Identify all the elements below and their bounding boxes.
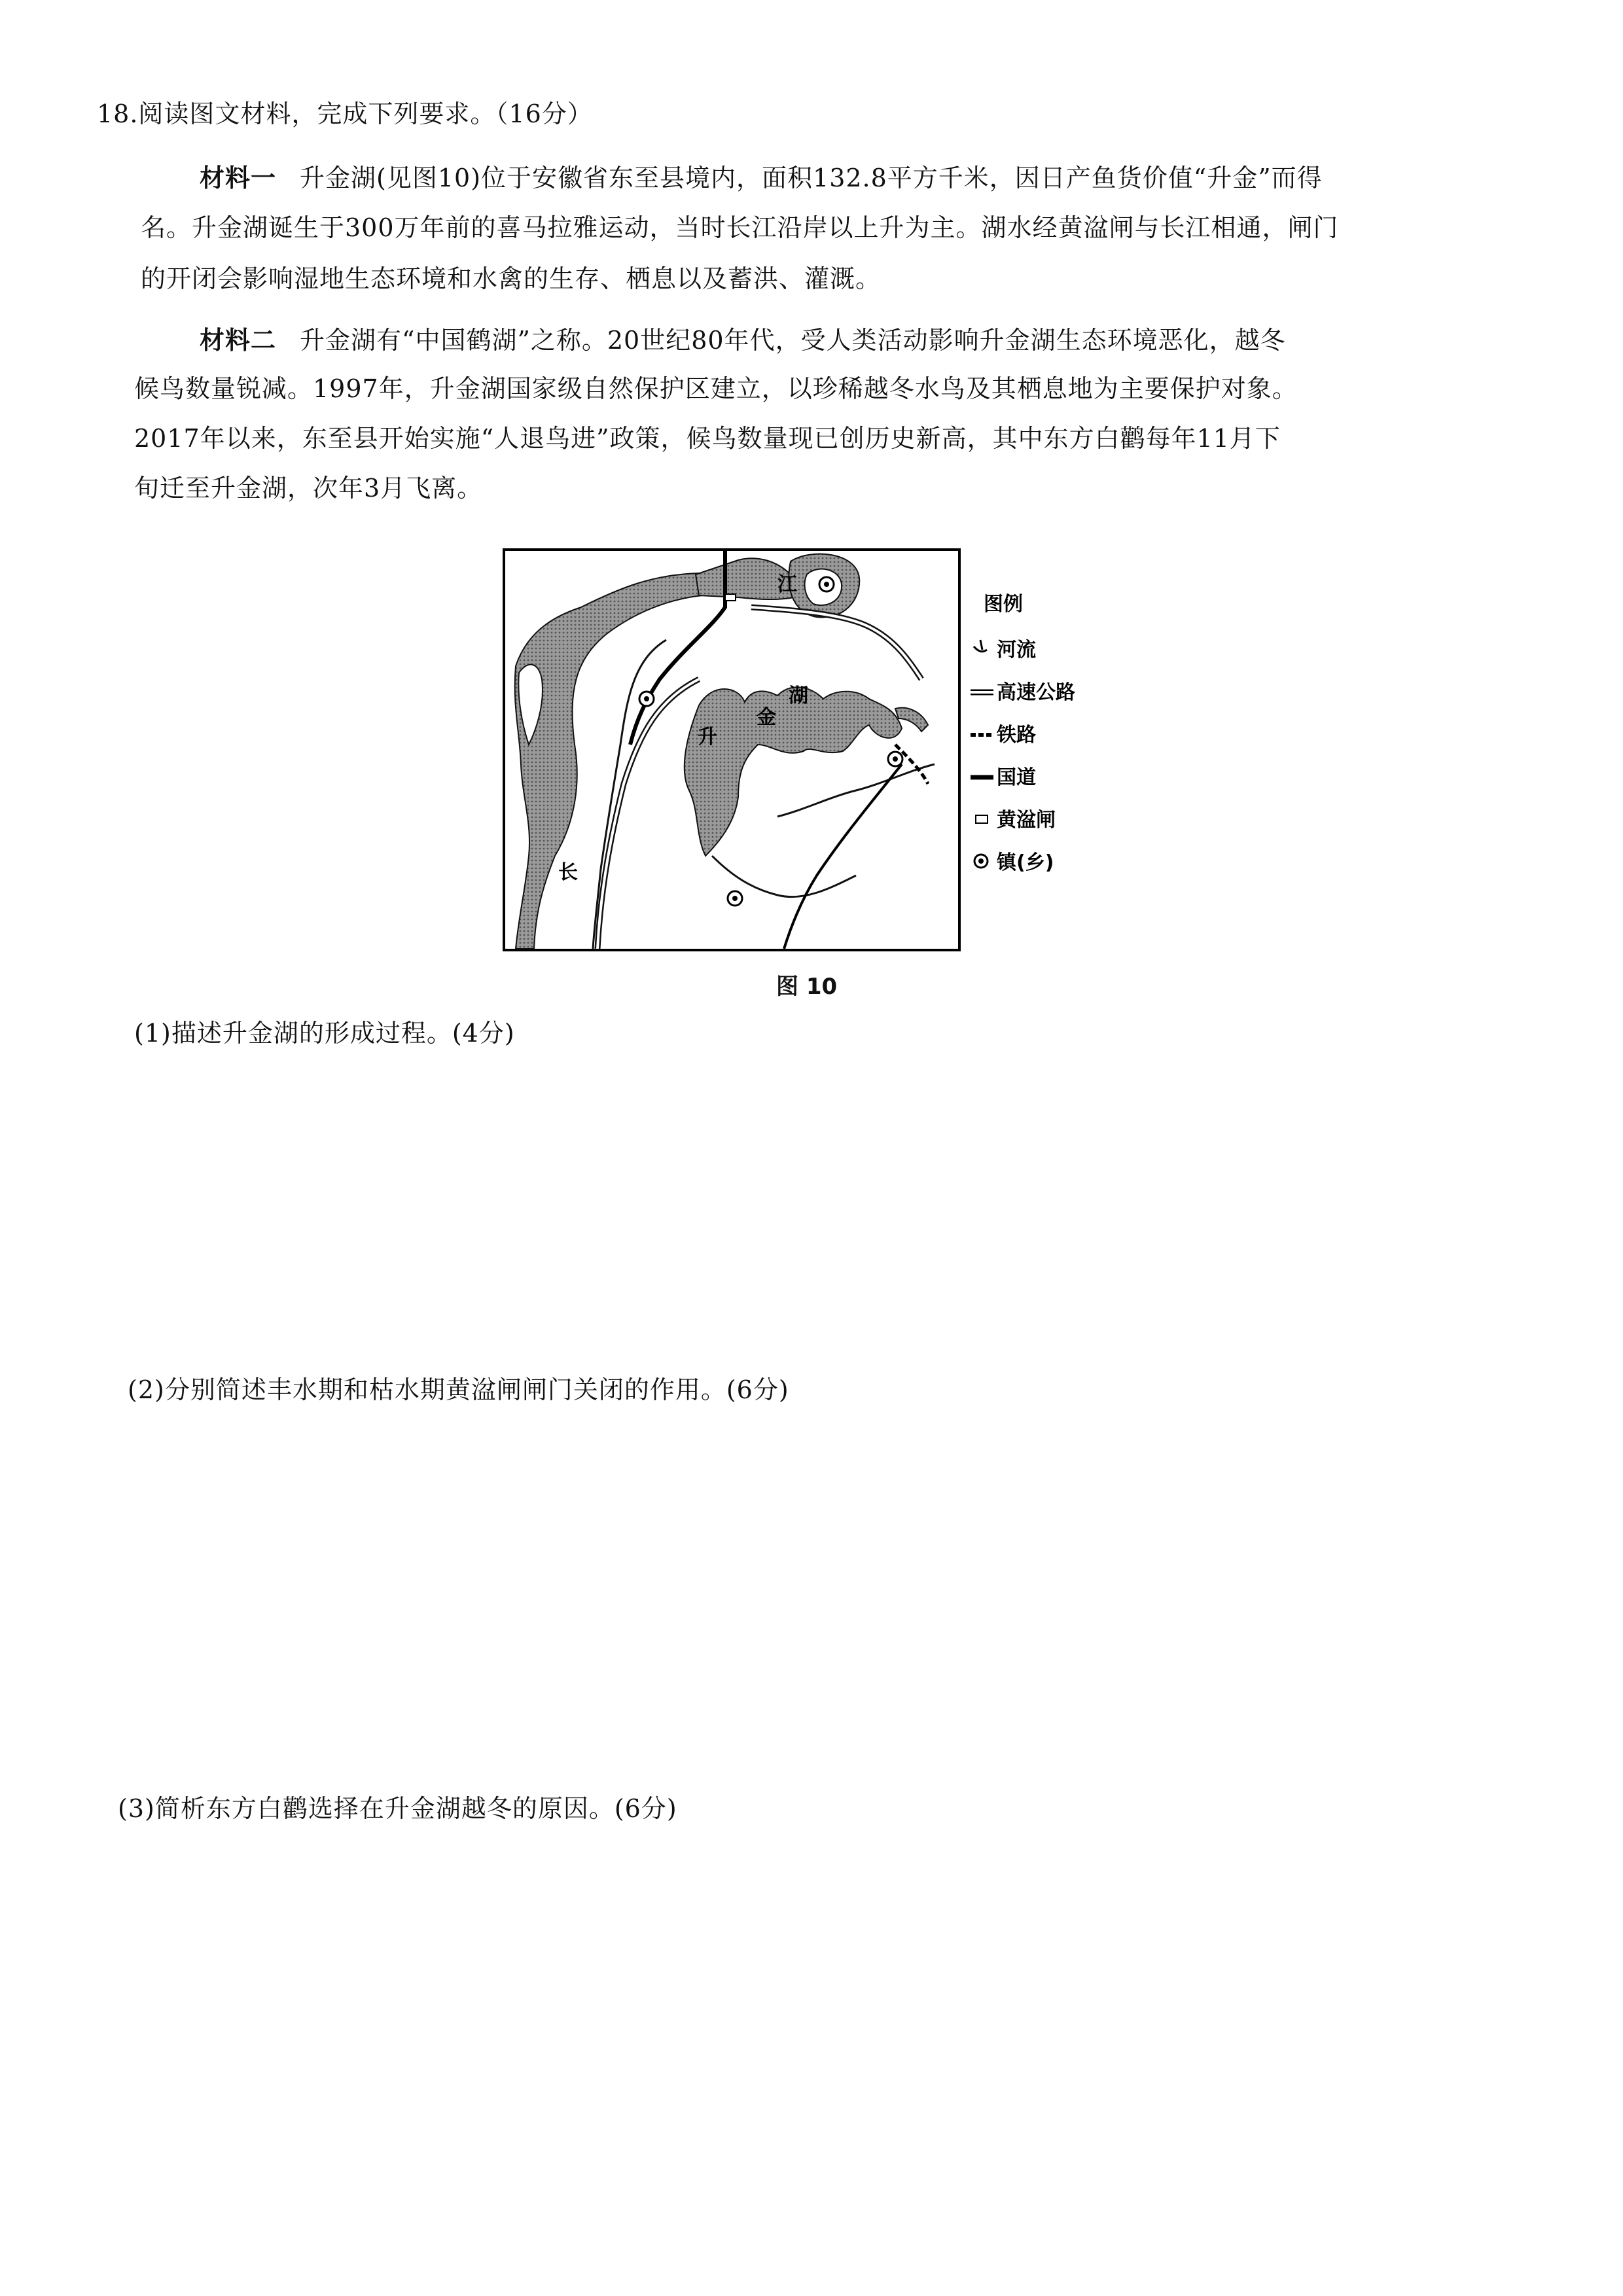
legend-river <box>974 639 1036 662</box>
sub-question-1: (1)描述升金湖的形成过程。(4分) <box>134 1019 515 1048</box>
material1-text-1: 升金湖(见图10)位于安徽省东至县境内，面积132.8平方千米，因日产鱼货价值“升金”而得 <box>300 164 1323 192</box>
town-marker-3 <box>888 752 902 766</box>
label-hu: 湖 <box>789 684 808 707</box>
material1-line-2: 名。升金湖诞生于300万年前的喜马拉雅运动，当时长江沿岸以上升为主。湖水经黄湓闸与长江相通，闸门 <box>141 213 1339 242</box>
town-marker-2 <box>639 692 654 706</box>
town-marker-1 <box>819 577 834 592</box>
label-chang: 长 <box>558 861 578 884</box>
sub-question-3: (3)简析东方白鹳选择在升金湖越冬的原因。(6分) <box>118 1794 677 1823</box>
map-legend <box>971 588 1128 954</box>
question-header: 18.阅读图文材料，完成下列要求。（16分） <box>97 99 593 128</box>
sub-question-2: (2)分别简述丰水期和枯水期黄湓闸闸门关闭的作用。(6分) <box>128 1375 789 1404</box>
legend-national-road <box>971 766 1036 789</box>
label-jin: 金 <box>757 706 776 729</box>
lake-map-figure <box>503 548 1075 954</box>
label-sheng: 升 <box>698 726 717 749</box>
material2-label: 材料二 <box>200 326 277 355</box>
map-svg <box>503 548 961 954</box>
svg-text:国道: 国道 <box>997 766 1036 789</box>
material2-line-4: 旬迁至升金湖，次年3月飞离。 <box>134 474 483 503</box>
material2-line-2: 候鸟数量锐减。1997年，升金湖国家级自然保护区建立，以珍稀越冬水鸟及其栖息地为主要保护对象。 <box>134 374 1298 403</box>
label-jiang: 江 <box>777 573 797 596</box>
svg-text:河流: 河流 <box>997 639 1036 662</box>
legend-town <box>974 851 1054 874</box>
svg-text:高速公路: 高速公路 <box>997 681 1075 704</box>
material1-label: 材料一 <box>200 164 277 192</box>
town-marker-4 <box>728 891 742 906</box>
legend-railway <box>971 724 1036 747</box>
material2-line-1 <box>200 325 1286 356</box>
material2-text-1: 升金湖有“中国鹤湖”之称。20世纪80年代，受人类活动影响升金湖生态环境恶化，越冬 <box>300 326 1286 355</box>
material1-line-3: 的开闭会影响湿地生态环境和水禽的生存、栖息以及蓄洪、灌溉。 <box>141 264 882 293</box>
legend-sluice <box>976 809 1056 832</box>
svg-text:镇(乡): 镇(乡) <box>997 851 1054 874</box>
legend-expressway <box>971 681 1075 704</box>
figure-caption: 图 10 <box>776 974 838 1000</box>
svg-text:铁路: 铁路 <box>997 724 1036 747</box>
material2-line-3: 2017年以来，东至县开始实施“人退鸟进”政策，候鸟数量现已创历史新高，其中东方白鹳每年11月下 <box>134 424 1281 453</box>
svg-text:黄湓闸: 黄湓闸 <box>997 809 1056 832</box>
material1-line-1 <box>200 162 1323 194</box>
legend-title: 图例 <box>984 593 1023 616</box>
huangpen-sluice-marker <box>725 594 736 601</box>
